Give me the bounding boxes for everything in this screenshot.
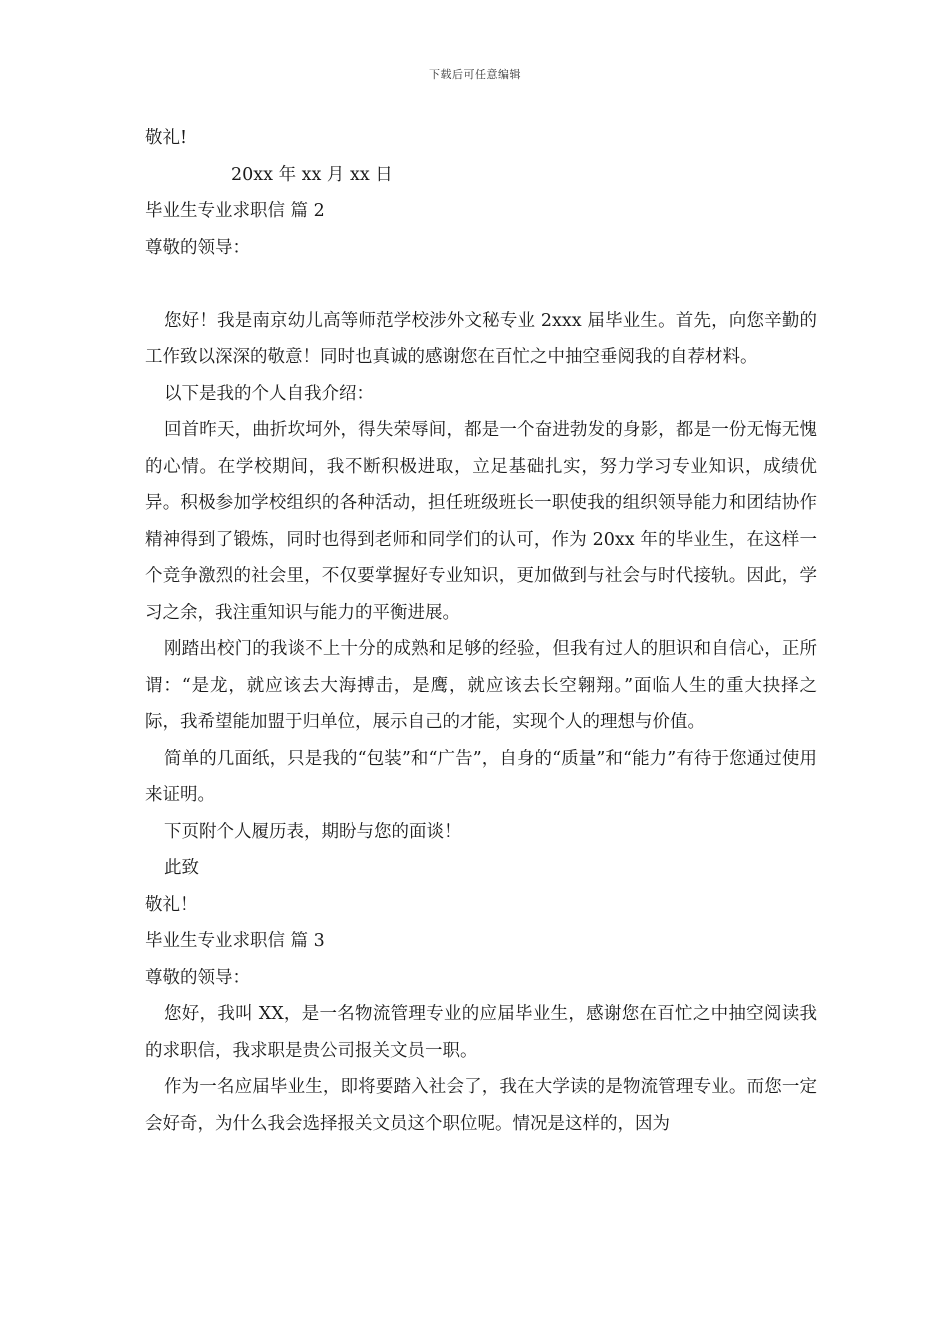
salutation: 尊敬的领导： — [145, 967, 250, 988]
paragraph: 简单的几面纸，只是我的“包装”和“广告”，自身的“质量”和“能力”有待于您通过使用来证明。 — [145, 748, 817, 805]
paragraph: 您好！我是南京幼儿高等师范学校涉外文秘专业 2xxx 届毕业生。首先，向您辛勤的工作致以深深的敬意！同时也真诚的感谢您在百忙之中抽空垂阅我的自荐材料。 — [145, 310, 817, 367]
paragraph: 下页附个人履历表，期盼与您的面谈！ — [164, 821, 462, 842]
paragraph: 作为一名应届毕业生，即将要踏入社会了，我在大学读的是物流管理专业。而您一定会好奇，为什么我会选择报关文员这个职位呢。情况是这样的，因为 — [145, 1077, 817, 1134]
letter-body — [145, 120, 817, 1142]
page-header-note: 下载后可任意编辑 — [429, 68, 521, 81]
closing-regards: 敬礼！ — [145, 894, 198, 915]
section-title: 毕业生专业求职信 篇 2 — [145, 201, 325, 221]
paragraph: 回首昨天，曲折坎坷外，得失荣辱间，都是一个奋进勃发的身影，都是一份无悔无愧的心情。在学校期间，我不断积极进取，立足基础扎实，努力学习专业知识，成绩优异。积极参加学校组织的各种活动，担任班级班长一职使我的组织领导能力和团结协作精神得到了锻炼，同时也得到老师和同学们的认可，作为 20xx 年的毕业生，在这样一个竞争激烈的社会里，不仅要掌握好专业知识，更加做到与社会与时代接轨。因此，学习之余，我注重知识与能力的平衡进展。 — [145, 420, 817, 623]
salutation: 尊敬的领导： — [145, 237, 250, 258]
blank-line — [145, 266, 817, 303]
closing-regards: 敬礼! — [145, 128, 188, 148]
section-title: 毕业生专业求职信 篇 3 — [145, 931, 325, 951]
paragraph: 您好，我叫 XX，是一名物流管理专业的应届毕业生，感谢您在百忙之中抽空阅读我的求职信，我求职是贵公司报关文员一职。 — [145, 1004, 817, 1061]
letter-date: 20xx 年 xx 月 xx 日 — [231, 164, 393, 185]
paragraph: 刚踏出校门的我谈不上十分的成熟和足够的经验，但我有过人的胆识和自信心，正所谓：“是龙，就应该去大海搏击，是鹰，就应该去长空翱翔。”面临人生的重大抉择之际，我希望能加盟于归单位，展示自己的才能，实现个人的理想与价值。 — [145, 639, 817, 732]
regards-line: 此致 — [164, 858, 199, 878]
paragraph: 以下是我的个人自我介绍： — [164, 383, 374, 404]
